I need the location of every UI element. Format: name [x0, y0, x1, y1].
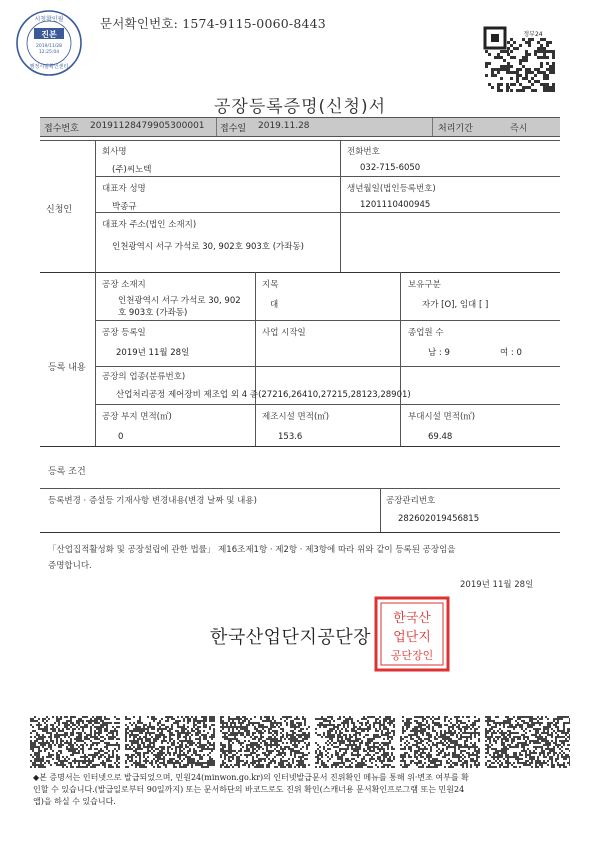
stamp-date-text: 2019/11/28: [36, 44, 62, 49]
page-title: 공장등록증명(신청)서: [213, 97, 387, 117]
barcode-1: [30, 716, 120, 768]
representative-address-value: 인천광역시 서구 가석로 30, 902호 903호 (가좌동): [112, 242, 304, 252]
representative-address-label: 대표자 주소(법인 소재지): [102, 220, 197, 230]
processing-period-label: 처리기간: [438, 124, 473, 134]
issuer-name: 한국산업단지공단장: [210, 627, 371, 648]
barcode-4: [315, 716, 395, 768]
authenticity-stamp: [14, 8, 84, 78]
stamp-bottom-text: 행정시범확인센터: [29, 64, 69, 70]
receipt-number-label: 접수번호: [44, 124, 79, 134]
employee-count-label: 종업원 수: [408, 328, 444, 338]
stamp-top-text: 시청확인필: [34, 16, 64, 23]
registration-date-label: 공장 등록일: [102, 328, 146, 338]
qr-label: 정부24: [523, 31, 543, 38]
stamp-time-text: 12:25:04: [38, 50, 60, 55]
changes-label: 등록변경 · 증설등 기재사항 변경내용(변경 날짜 및 내용): [48, 496, 257, 506]
factory-management-number-label: 공장관리번호: [386, 496, 436, 506]
document-verification-number: 문서확인번호: 1574-9115-0060-8443: [100, 16, 326, 31]
seal-line-1: 한국산: [393, 611, 431, 626]
representative-value: 박종규: [112, 202, 137, 212]
qr-code-icon: [483, 26, 555, 92]
company-name-label: 회사명: [102, 147, 127, 157]
receipt-header-band: [40, 117, 560, 137]
factory-location-value-line2: 호 903호 (가좌동): [118, 308, 188, 318]
certification-statement: [48, 542, 553, 574]
barcode-3: [220, 716, 310, 768]
notice-line-3: 앱)을 하실 수 있습니다.: [33, 797, 116, 806]
company-name-value: (주)씨노텍: [112, 165, 152, 175]
seal-line-2: 업단지: [393, 630, 431, 645]
manufacturing-area-label: 제조시설 면적(㎡): [262, 412, 330, 422]
barcode-6: [485, 716, 570, 768]
barcode-2: [125, 716, 215, 768]
phone-label: 전화번호: [347, 147, 380, 157]
auxiliary-area-label: 부대시설 면적(㎡): [408, 412, 476, 422]
business-start-label: 사업 시작일: [262, 328, 306, 338]
representative-label: 대표자 성명: [102, 184, 146, 194]
official-seal: [368, 596, 454, 674]
land-category-label: 지목: [262, 280, 279, 290]
factory-management-number-value: 282602019456815: [398, 514, 480, 524]
statement-line-1: 「산업집적활성화 및 공장설립에 관한 법률」 제16조제1항 · 제2항 · 제3항에 따라 위와 같이 등록된 공장임을: [48, 545, 456, 555]
receipt-number-value: 20191128479905300001: [90, 121, 205, 131]
business-type-label: 공장의 업종(분류번호): [102, 372, 186, 382]
auxiliary-area-value: 69.48: [428, 432, 453, 442]
manufacturing-area-value: 153.6: [278, 432, 303, 442]
processing-period-value: 즉시: [510, 124, 528, 134]
stamp-center-text: 진본: [41, 30, 57, 39]
ownership-value: 자가 [O], 임대 [ ]: [422, 300, 489, 310]
site-area-label: 공장 부지 면적(㎡): [102, 412, 172, 422]
land-category-value: 대: [270, 300, 279, 310]
notice-line-1: ◆본 증명서는 인터넷으로 발급되었으며, 민원24(minwon.go.kr)의 인터넷발급문서 진위확인 메뉴를 통해 위·변조 여부를 확: [33, 773, 469, 782]
registration-date-value: 2019년 11월 28일: [116, 348, 190, 358]
conditions-label: 등록 조건: [48, 467, 86, 477]
phone-value: 032-715-6050: [360, 163, 421, 173]
authenticity-notice: [33, 772, 563, 808]
ownership-label: 보유구분: [408, 280, 441, 290]
factory-location-value-line1: 인천광역시 서구 가석로 30, 902: [118, 296, 241, 306]
receipt-date-value: 2019.11.28: [258, 121, 310, 131]
factory-location-label: 공장 소재지: [102, 280, 146, 290]
registration-section-label: 등록 내용: [48, 363, 86, 373]
birth-corp-number-label: 생년월일(법인등록번호): [347, 184, 436, 194]
employee-male-value: 남 : 9: [428, 348, 450, 358]
business-type-value: 산업처리공정 제어장비 제조업 외 4 종(27216,26410,27215,28123,28901): [116, 390, 411, 400]
employee-female-value: 여 : 0: [500, 348, 522, 358]
barcode-5: [400, 716, 480, 768]
applicant-section-label: 신청인: [46, 205, 73, 215]
registration-form-table: [40, 140, 560, 600]
statement-line-2: 증명합니다.: [48, 561, 92, 571]
notice-line-2: 인할 수 있습니다.(발급일로부터 90일까지) 또는 문서하단의 바코드로도 진위 확인(스캐너용 문서확인프로그램 또는 민원24: [33, 785, 465, 794]
receipt-date-label: 접수일: [220, 124, 247, 134]
birth-corp-number-value: 1201110400945: [360, 200, 431, 210]
verification-barcodes: [30, 716, 570, 768]
seal-line-3: 공단장인: [390, 649, 434, 662]
site-area-value: 0: [118, 432, 124, 442]
issue-date: 2019년 11월 28일: [460, 580, 534, 590]
